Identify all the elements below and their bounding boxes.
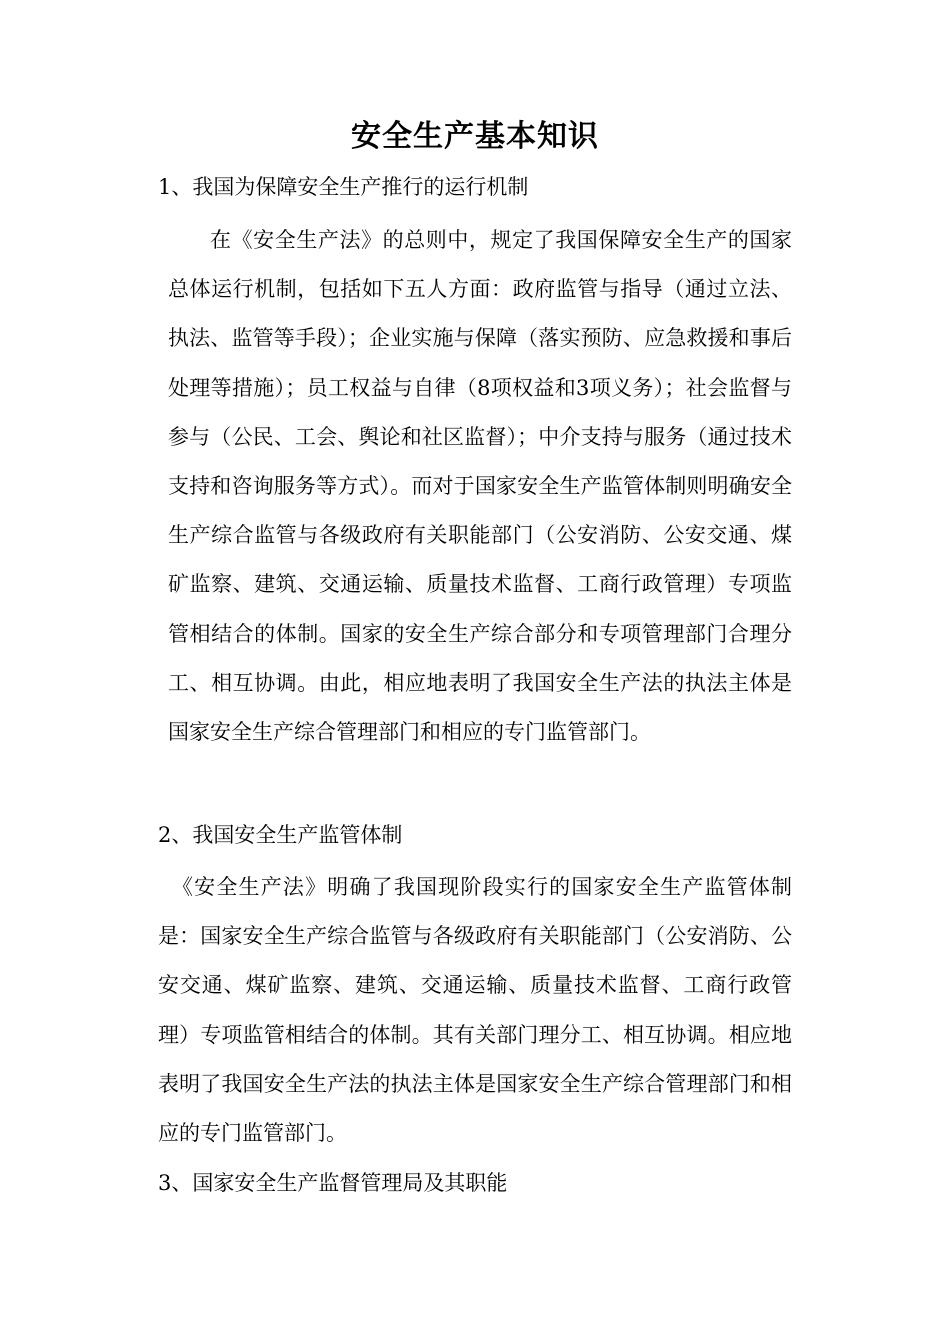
section-2-paragraph: 《安全生产法》明确了我国现阶段实行的国家安全生产监管体制是：国家安全生产综合监管与各级政府有关职能部门（公安消防、公安交通、煤矿监察、建筑、交通运输、质量技术监督、工商行政管理）专项监管相结合的体制。其有关部门理分工、相互协调。相应地表明了我国安全生产法的执法主体是国家安全生产综合管理部门和相应的专门监管部门。 xyxy=(158,875,792,1146)
document-title: 安全生产基本知识 xyxy=(351,119,599,154)
section-1-paragraph: 在《安全生产法》的总则中，规定了我国保障安全生产的国家总体运行机制，包括如下五人方面：政府监管与指导（通过立法、执法、监管等手段）；企业实施与保障（落实预防、应急救援和事后处理等措施）；员工权益与自律（8项权益和3项义务）；社会监督与参与（公民、工会、舆论和社区监督）；中介支持与服务（通过技术支持和咨询服务等方式）。而对于国家安全生产监管体制则明确安全生产综合监管与各级政府有关职能部门（公安消防、公安交通、煤矿监察、建筑、交通运输、质量技术监督、工商行政管理）专项监管相结合的体制。国家的安全生产综合部分和专项管理部门合理分工、相互协调。由此，相应地表明了我国安全生产法的执法主体是国家安全生产综合管理部门和相应的专门监管部门。 xyxy=(168,228,792,745)
section-1-heading: 1、我国为保障安全生产推行的运行机制 xyxy=(158,175,529,199)
section-3-heading: 3、国家安全生产监督管理局及其职能 xyxy=(158,1171,508,1195)
section-2-heading: 2、我国安全生产监管体制 xyxy=(158,823,403,847)
